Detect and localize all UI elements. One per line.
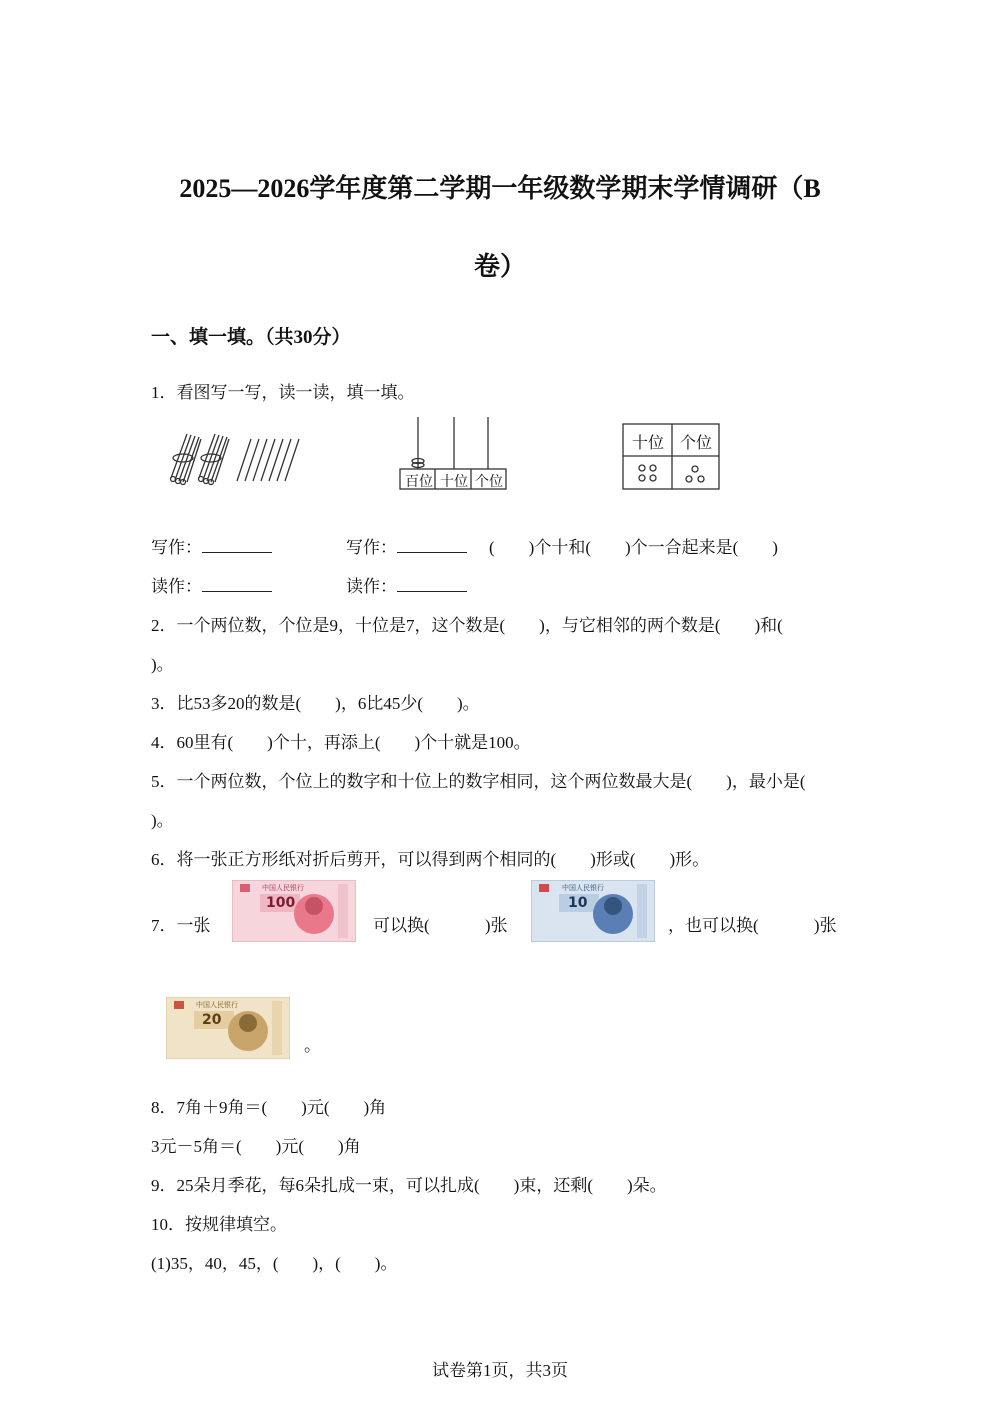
question-10-part1: (1)35，40，45，( )，( )。 xyxy=(151,1254,398,1273)
question-4: 4．60里有( )个十，再添上( )个十就是100。 xyxy=(151,733,531,752)
read-label-a: 读作： xyxy=(151,577,202,596)
write-label-a: 写作： xyxy=(151,538,202,557)
abacus-label-ones: 个位 xyxy=(475,475,503,490)
question-2-cont: )。 xyxy=(151,655,174,674)
exam-title: 2025—2026学年度第二学期一年级数学期末学情调研（B xyxy=(179,174,821,203)
question-8: 8．7角＋9角＝( )元( )角 xyxy=(151,1098,387,1117)
question-10-stem: 10．按规律填空。 xyxy=(151,1215,287,1234)
section-heading: 一、填一填。（共30分） xyxy=(151,327,351,348)
write-blank-b[interactable] xyxy=(397,536,467,553)
banknote-20-bank: 中国人民银行 xyxy=(196,1001,238,1009)
banknote-10-bank: 中国人民银行 xyxy=(562,884,604,892)
read-label-b: 读作： xyxy=(346,577,397,596)
stick-bundles-figure xyxy=(165,425,305,490)
write-label-b: 写作： xyxy=(346,538,397,557)
question-7-prefix: 7．一张 xyxy=(151,916,211,935)
q1-write-row-b xyxy=(346,533,467,558)
question-5: 5．一个两位数，个位上的数字和十位上的数字相同，这个两位数最大是( )，最小是( xyxy=(151,772,806,791)
read-blank-b[interactable] xyxy=(397,575,467,592)
question-7-end: 。 xyxy=(304,1036,321,1055)
q1-read-row-b xyxy=(346,572,467,597)
question-7-mid1: 可以换( )张 xyxy=(373,916,508,935)
question-7-mid2: ，也可以换( )张 xyxy=(668,916,837,935)
question-9: 9．25朵月季花，每6朵扎成一束，可以扎成( )束，还剩( )朵。 xyxy=(151,1176,667,1195)
question-6: 6．将一张正方形纸对折后剪开，可以得到两个相同的( )形或( )形。 xyxy=(151,850,710,869)
table-header-ones: 个位 xyxy=(679,435,712,452)
exam-title-continued: 卷） xyxy=(473,252,526,281)
q1-write-row xyxy=(151,533,272,558)
banknote-10-value: 10 xyxy=(568,895,588,911)
write-blank-a[interactable] xyxy=(202,536,272,553)
question-5-cont: )。 xyxy=(151,811,174,830)
banknote-100-value: 100 xyxy=(266,895,296,911)
q1-read-row xyxy=(151,572,272,597)
question-2: 2．一个两位数，个位是9，十位是7，这个数是( )，与它相邻的两个数是( )和( xyxy=(151,616,783,635)
table-header-tens: 十位 xyxy=(631,435,664,452)
question-8-part2: 3元－5角＝( )元( )角 xyxy=(151,1137,361,1156)
question-1-stem: 1．看图写一写，读一读，填一填。 xyxy=(151,383,415,402)
abacus-label-hundreds: 百位 xyxy=(405,475,433,490)
q1-combine-text: ( )个十和( )个一合起来是( ) xyxy=(489,538,778,557)
abacus-label-tens: 十位 xyxy=(440,475,468,490)
question-3: 3．比53多20的数是( )，6比45少( )。 xyxy=(151,694,480,713)
page-footer: 试卷第1页，共3页 xyxy=(432,1361,568,1380)
banknote-20-value: 20 xyxy=(202,1012,222,1028)
banknote-100-bank: 中国人民银行 xyxy=(262,884,304,892)
read-blank-a[interactable] xyxy=(202,575,272,592)
